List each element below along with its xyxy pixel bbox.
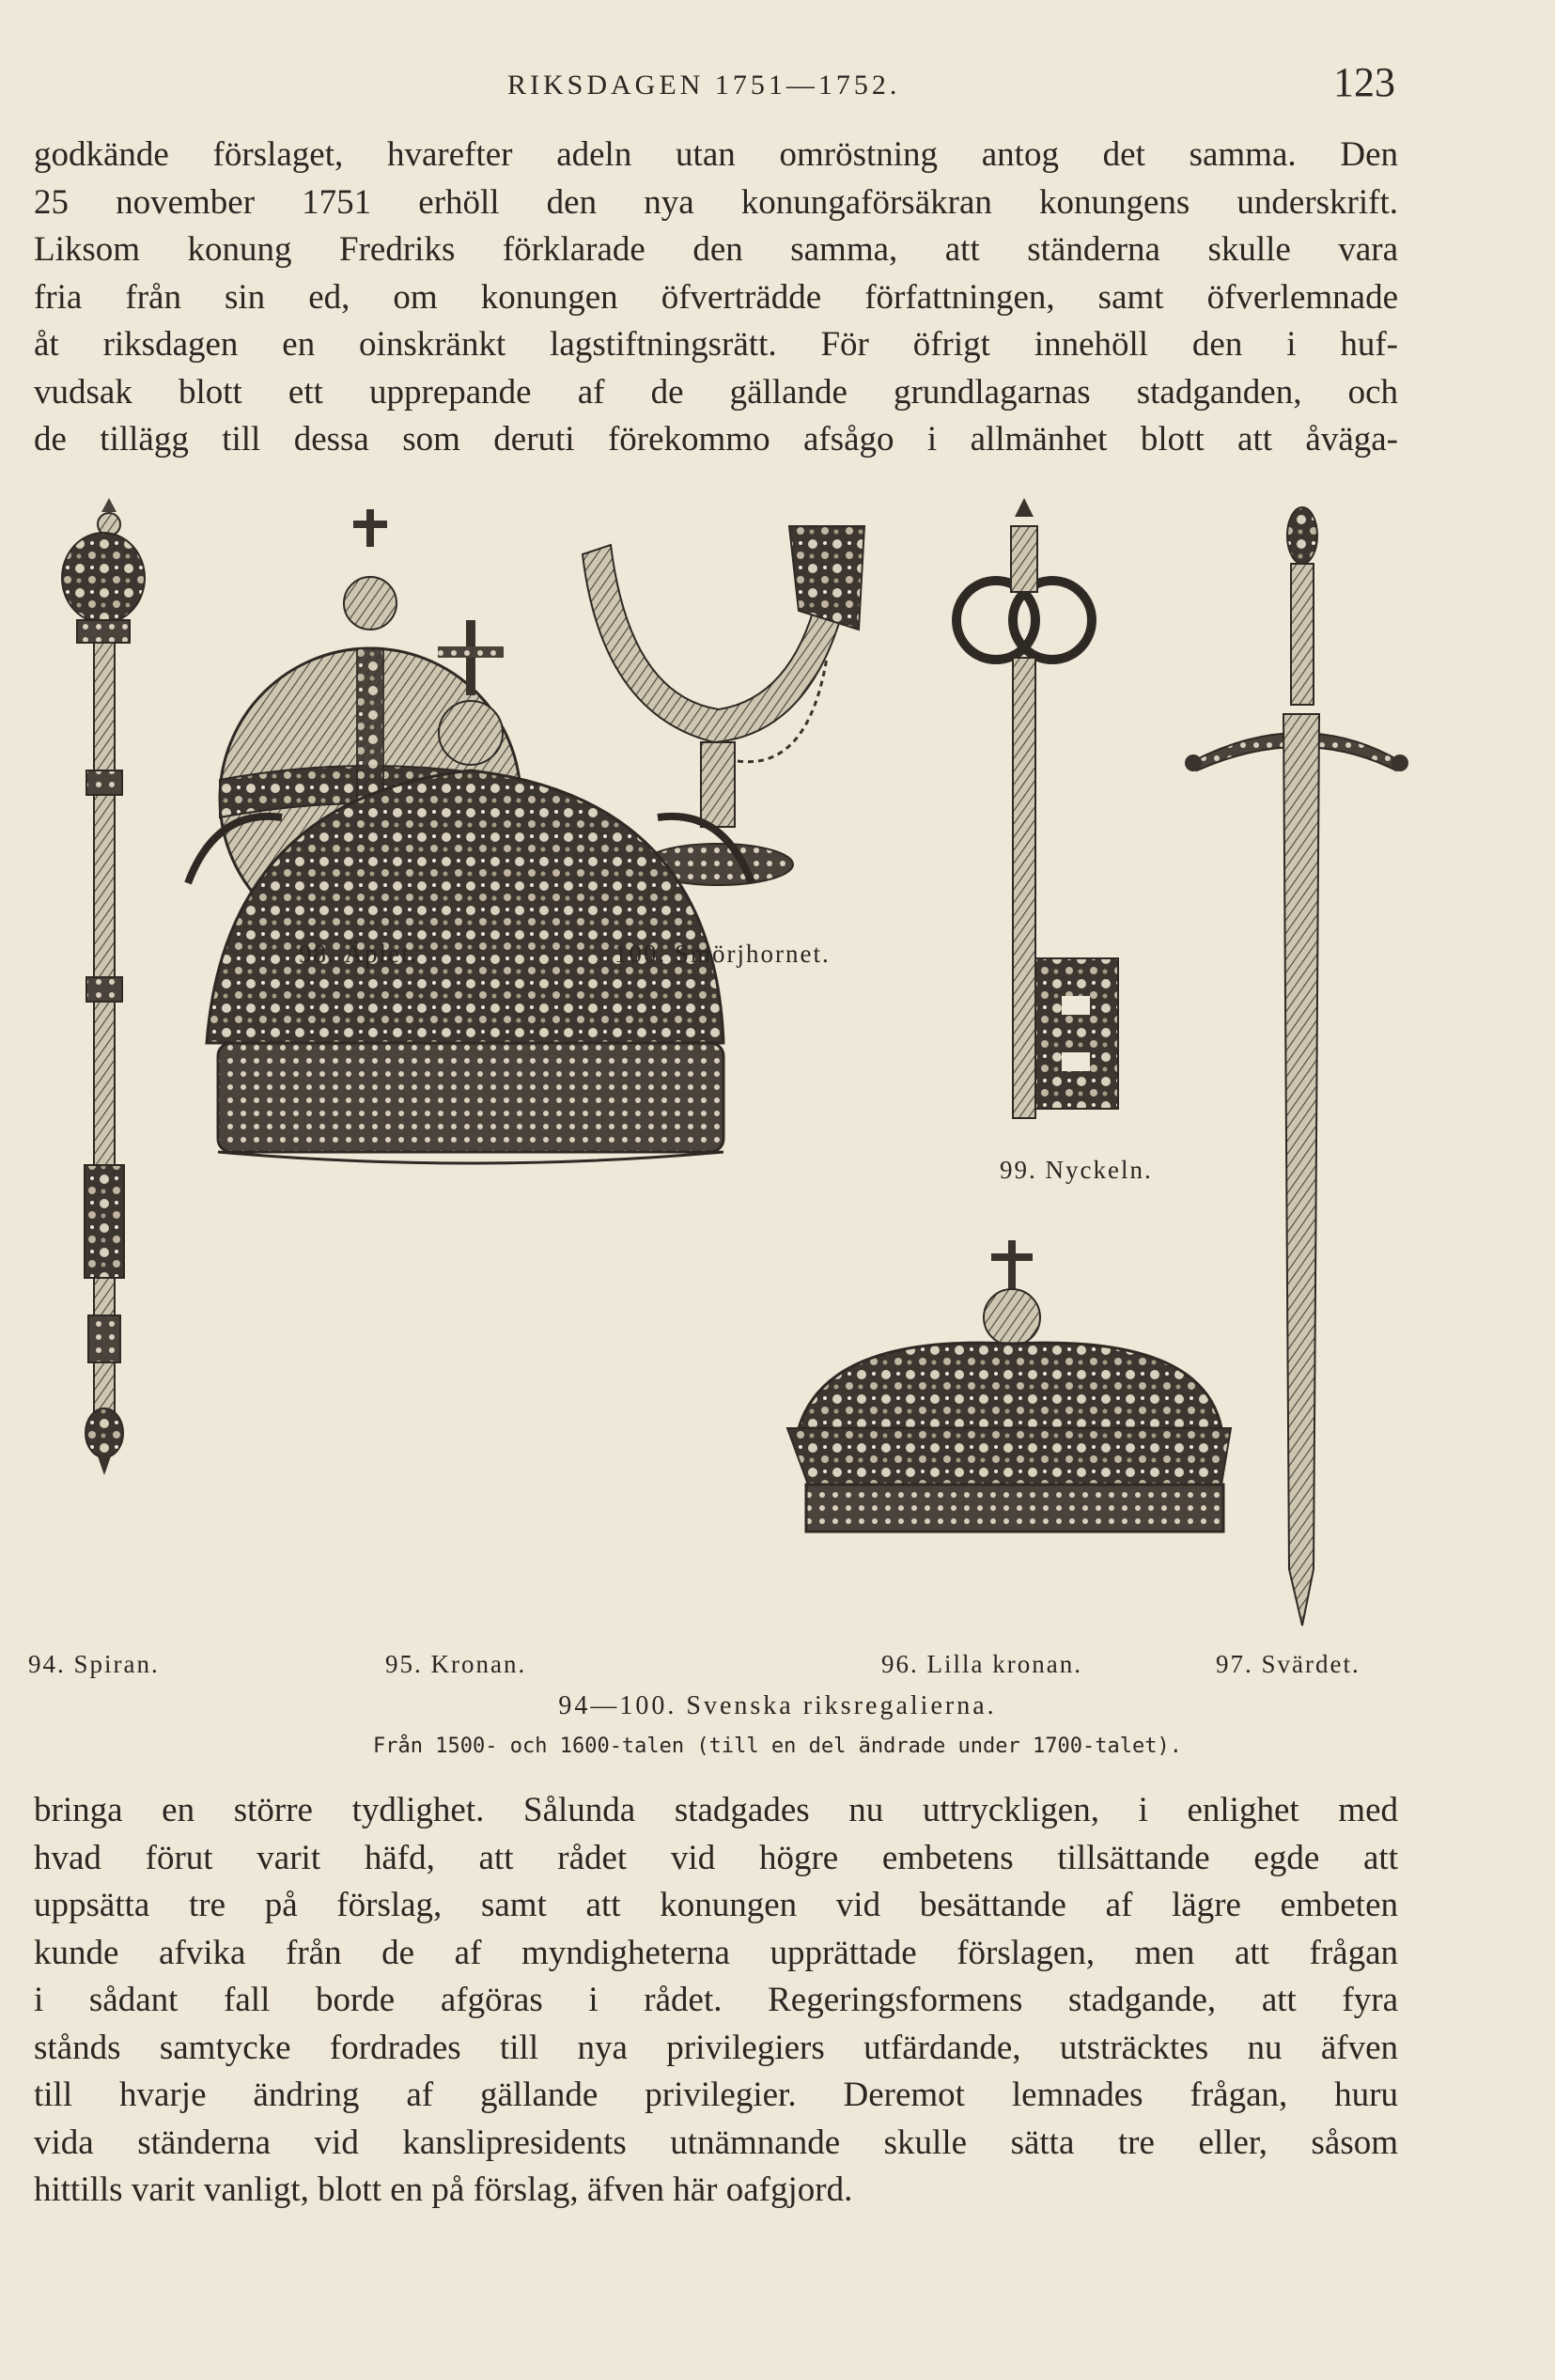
text-line: till hvarje ändring af gällande privilegier. Deremot lemnades frågan, huru: [34, 2076, 1398, 2114]
paragraph-top: [34, 132, 1398, 464]
paragraph-bottom: [34, 1787, 1398, 2215]
sceptre-illustration: [62, 498, 145, 1475]
text-line: i sådant fall borde afgöras i rådet. Regeringsformens stadgande, att fyra: [34, 1981, 1398, 2019]
text-line: stånds samtycke fordrades till nya privilegiers utfärdande, utsträcktes nu äfven: [34, 2028, 1398, 2067]
text-line: bringa en större tydlighet. Sålunda stadgades nu uttryckligen, i enlighet med: [34, 1791, 1398, 1829]
text-line: kunde afvika från de af myndigheterna upprättade förslagen, men att frågan: [34, 1933, 1398, 1972]
regalia-plate: [0, 489, 1555, 1766]
caption-small-crown: 96. Lilla kronan.: [881, 1650, 1082, 1678]
caption-sceptre: 94. Spiran.: [28, 1650, 160, 1678]
small-crown-illustration: [787, 1240, 1231, 1532]
plate-subtitle: Från 1500- och 1600-talen (till en del ändrade under 1700-talet).: [373, 1734, 1182, 1758]
text-line: åt riksdagen en oinskränkt lagstiftningsrätt. För öfrigt innehöll den i huf-: [34, 325, 1398, 364]
plate-title: 94—100. Svenska riksregalierna.: [558, 1691, 997, 1720]
page-header: [0, 58, 1555, 115]
text-line: fria från sin ed, om konungen öfverträdde författningen, samt öfverlemnade: [34, 277, 1398, 317]
page-number: 123: [1333, 59, 1395, 105]
caption-anointing-horn: 100. Smörjhornet.: [614, 940, 831, 968]
text-line: 25 november 1751 erhöll den nya konungaförsäkran konungens underskrift.: [34, 182, 1398, 222]
running-title: RIKSDAGEN 1751—1752.: [507, 70, 901, 101]
key-illustration: [956, 498, 1118, 1118]
regalia-engravings: [0, 489, 1555, 1766]
text-line: godkände förslaget, hvarefter adeln utan omröstning antog det samma. Den: [34, 135, 1398, 174]
text-line: uppsätta tre på förslag, samt att konungen vid besättande af lägre embeten: [34, 1886, 1398, 1924]
text-line: hittills varit vanligt, blott en på förslag, äfven här oafgjord.: [34, 2170, 853, 2209]
caption-crown: 95. Kronan.: [385, 1650, 527, 1678]
text-line: vida ständerna vid kanslipresidents utnämnande skulle sätta tre eller, såsom: [34, 2123, 1398, 2162]
text-line: hvad förut varit häfd, att rådet vid högre embetens tillsättande egde att: [34, 1838, 1398, 1877]
caption-key: 99. Nyckeln.: [1000, 1156, 1153, 1184]
text-line: Liksom konung Fredriks förklarade den samma, att ständerna skulle vara: [34, 230, 1398, 269]
text-line: vudsak blott ett upprepande af de gällande grundlagarnas stadganden, och: [34, 372, 1398, 412]
caption-orb: 98. Äplet.: [299, 940, 419, 968]
caption-sword: 97. Svärdet.: [1216, 1650, 1361, 1678]
text-line: de tillägg till dessa som deruti förekommo afsågo i allmänhet blott att åväga-: [34, 420, 1398, 459]
